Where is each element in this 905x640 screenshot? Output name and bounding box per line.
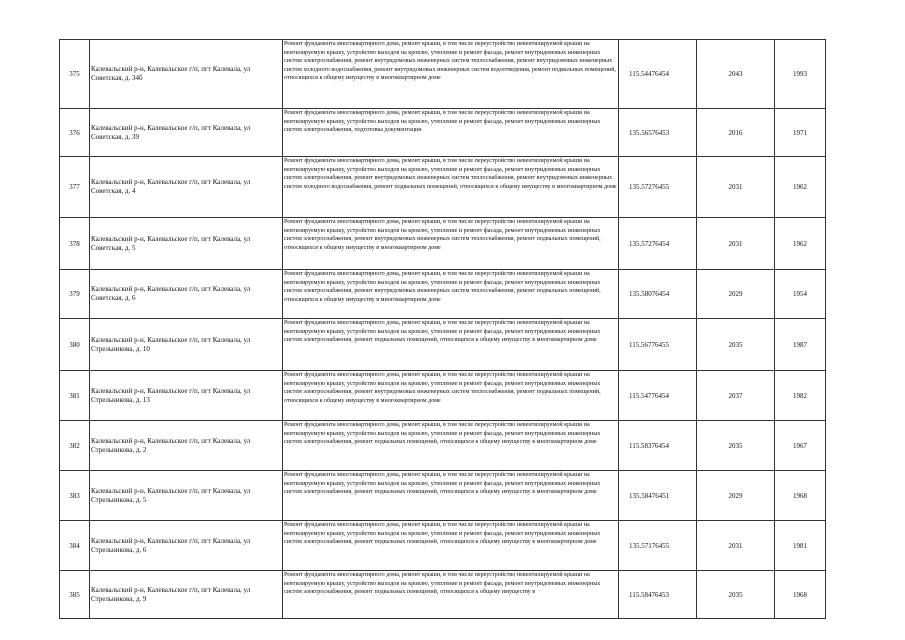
cost-cell: 135.58476451 xyxy=(619,471,697,521)
table-body xyxy=(60,40,826,619)
table-row xyxy=(60,571,826,619)
table-row xyxy=(60,319,826,371)
address-cell: Калевальский р-н, Калевальское г/п, пгт Калевала, ул Стрельникова, д. 13 xyxy=(90,371,283,421)
cost-cell: 135.56576453 xyxy=(619,109,697,157)
work-description-cell xyxy=(283,319,619,371)
planned-year-cell: 2035 xyxy=(697,319,775,371)
row-number-cell: 383 xyxy=(60,471,90,521)
work-description-cell xyxy=(283,218,619,270)
work-description-text: Ремонт фундамента многоквартирного дома, ремонт крыши, в том числе переустройство невентилируемой крыши на вентилируемую крышу, устройство выходов на кровлю, утепление и ремонт фасада, ремонт внутридомовых инженерных систем электроснабжения, ремонт подвальных помещений, относящихся к общему имуществу в многоквартирном доме xyxy=(284,422,601,445)
cost-cell: 115.56776455 xyxy=(619,319,697,371)
work-description-cell xyxy=(283,421,619,471)
cost-cell: 115.54776454 xyxy=(619,371,697,421)
document-page xyxy=(59,39,826,619)
work-description-text: Ремонт фундамента многоквартирного дома, ремонт крыши, в том числе переустройство невентилируемой крыши на вентилируемую крышу, устройство выходов на кровлю, утепление и ремонт фасада, ремонт внутридомовых инженерных систем электроснабжения, ремонт внутридомовых инженерных систем теплоснабжения, ремонт внутридомовых инженерных систем холодного водоснабжения, ремонт подвальных помещений, относящихся к общему имуществу в многоквартирном доме xyxy=(284,158,617,190)
work-description-cell xyxy=(283,40,619,109)
build-year-cell: 1962 xyxy=(775,157,826,218)
address-cell: Калевальский р-н, Калевальское г/п, пгт Калевала, ул Советская, д. 34б xyxy=(90,40,283,109)
table-row xyxy=(60,270,826,319)
address-cell: Калевальский р-н, Калевальское г/п, пгт Калевала, ул Советская, д. 39 xyxy=(90,109,283,157)
work-description-cell xyxy=(283,571,619,619)
cost-cell: 135.57276455 xyxy=(619,157,697,218)
cost-cell: 115.58376454 xyxy=(619,421,697,471)
row-number-cell: 378 xyxy=(60,218,90,270)
work-description-cell xyxy=(283,157,619,218)
row-number-cell: 375 xyxy=(60,40,90,109)
planned-year-cell: 2035 xyxy=(697,571,775,619)
address-cell: Калевальский р-н, Калевальское г/п, пгт Калевала, ул Стрельникова, д. 6 xyxy=(90,521,283,571)
address-cell: Калевальский р-н, Калевальское г/п, пгт Калевала, ул Стрельникова, д. 10 xyxy=(90,319,283,371)
row-number-cell: 379 xyxy=(60,270,90,319)
planned-year-cell: 2043 xyxy=(697,40,775,109)
table-row xyxy=(60,421,826,471)
planned-year-cell: 2037 xyxy=(697,371,775,421)
row-number-cell: 385 xyxy=(60,571,90,619)
cost-cell: 135.57176455 xyxy=(619,521,697,571)
work-description-text: Ремонт фундамента многоквартирного дома, ремонт крыши, в том числе переустройство невентилируемой крыши на вентилируемую крышу, устройство выходов на кровлю, утепление и ремонт фасада, ремонт внутридомовых инженерных систем электроснабжения, ремонт подвальных помещений, относящихся к общему имуществу в многоквартирном доме xyxy=(284,472,601,495)
build-year-cell: 1982 xyxy=(775,371,826,421)
build-year-cell: 1987 xyxy=(775,319,826,371)
table-row xyxy=(60,218,826,270)
table-row xyxy=(60,109,826,157)
address-cell: Калевальский р-н, Калевальское г/п, пгт Калевала, ул Стрельникова, д. 2 xyxy=(90,421,283,471)
table-row xyxy=(60,40,826,109)
work-description-text: Ремонт фундамента многоквартирного дома, ремонт крыши, в том числе переустройство невентилируемой крыши на вентилируемую крышу, устройство выходов на кровлю, утепление и ремонт фасада, ремонт внутридомовых инженерных систем электроснабжения, подготовка документации xyxy=(284,110,601,133)
capital-repair-table xyxy=(59,39,826,619)
planned-year-cell: 2016 xyxy=(697,109,775,157)
work-description-cell xyxy=(283,270,619,319)
build-year-cell: 1967 xyxy=(775,421,826,471)
planned-year-cell: 2035 xyxy=(697,421,775,471)
planned-year-cell: 2031 xyxy=(697,157,775,218)
address-cell: Калевальский р-н, Калевальское г/п, пгт Калевала, ул Советская, д. 5 xyxy=(90,218,283,270)
work-description-text: Ремонт фундамента многоквартирного дома, ремонт крыши, в том числе переустройство невентилируемой крыши на вентилируемую крышу, устройство выходов на кровлю, утепление и ремонт фасада, ремонт внутридомовых инженерных систем электроснабжения, ремонт подвальных помещений, относящихся к общему имуществу в xyxy=(284,572,601,595)
build-year-cell: 1962 xyxy=(775,218,826,270)
build-year-cell: 1968 xyxy=(775,471,826,521)
table-row xyxy=(60,371,826,421)
work-description-cell xyxy=(283,109,619,157)
table-row xyxy=(60,471,826,521)
work-description-cell xyxy=(283,471,619,521)
row-number-cell: 377 xyxy=(60,157,90,218)
cost-cell: 135.57276454 xyxy=(619,218,697,270)
cost-cell: 115.58476453 xyxy=(619,571,697,619)
work-description-cell xyxy=(283,521,619,571)
row-number-cell: 384 xyxy=(60,521,90,571)
table-row xyxy=(60,157,826,218)
work-description-cell xyxy=(283,371,619,421)
work-description-text: Ремонт фундамента многоквартирного дома, ремонт крыши, в том числе переустройство невентилируемой крыши на вентилируемую крышу, устройство выходов на кровлю, утепление и ремонт фасада, ремонт внутридомовых инженерных систем электроснабжения, ремонт внутридомовых инженерных систем теплоснабжения, ремонт подвальных помещений, относящихся к общему имуществу в многоквартирном доме xyxy=(284,372,601,404)
row-number-cell: 382 xyxy=(60,421,90,471)
build-year-cell: 1993 xyxy=(775,40,826,109)
work-description-text: Ремонт фундамента многоквартирного дома, ремонт крыши, в том числе переустройство невентилируемой крыши на вентилируемую крышу, устройство выходов на кровлю, утепление и ремонт фасада, ремонт внутридомовых инженерных систем электроснабжения, ремонт подвальных помещений, относящихся к общему имуществу в многоквартирном доме xyxy=(284,320,601,343)
planned-year-cell: 2031 xyxy=(697,218,775,270)
table-row xyxy=(60,521,826,571)
work-description-text: Ремонт фундамента многоквартирного дома, ремонт крыши, в том числе переустройство невентилируемой крыши на вентилируемую крышу, устройство выходов на кровлю, утепление и ремонт фасада, ремонт внутридомовых инженерных систем электроснабжения, ремонт внутридомовых инженерных систем теплоснабжения, ремонт подвальных помещений, относящихся к общему имуществу в многоквартирном доме xyxy=(284,219,601,251)
planned-year-cell: 2031 xyxy=(697,521,775,571)
build-year-cell: 1971 xyxy=(775,109,826,157)
address-cell: Калевальский р-н, Калевальское г/п, пгт Калевала, ул Стрельникова, д. 9 xyxy=(90,571,283,619)
address-cell: Калевальский р-н, Калевальское г/п, пгт Калевала, ул Советская, д. 4 xyxy=(90,157,283,218)
planned-year-cell: 2029 xyxy=(697,270,775,319)
planned-year-cell: 2029 xyxy=(697,471,775,521)
build-year-cell: 1954 xyxy=(775,270,826,319)
row-number-cell: 376 xyxy=(60,109,90,157)
row-number-cell: 380 xyxy=(60,319,90,371)
build-year-cell: 1981 xyxy=(775,521,826,571)
cost-cell: 115.54476454 xyxy=(619,40,697,109)
address-cell: Калевальский р-н, Калевальское г/п, пгт Калевала, ул Советская, д. 6 xyxy=(90,270,283,319)
build-year-cell: 1968 xyxy=(775,571,826,619)
cost-cell: 135.58076454 xyxy=(619,270,697,319)
row-number-cell: 381 xyxy=(60,371,90,421)
work-description-text: Ремонт фундамента многоквартирного дома, ремонт крыши, в том числе переустройство невентилируемой крыши на вентилируемую крышу, устройство выходов на кровлю, утепление и ремонт фасада, ремонт внутридомовых инженерных систем электроснабжения, ремонт внутридомовых инженерных систем теплоснабжения, ремонт подвальных помещений, относящихся к общему имуществу в многоквартирном доме xyxy=(284,271,601,303)
work-description-text: Ремонт фундамента многоквартирного дома, ремонт крыши, в том числе переустройство невентилируемой крыши на вентилируемую крышу, устройство выходов на кровлю, утепление и ремонт фасада, ремонт внутридомовых инженерных систем электроснабжения, ремонт подвальных помещений, относящихся к общему имуществу в многоквартирном доме xyxy=(284,522,601,545)
address-cell: Калевальский р-н, Калевальское г/п, пгт Калевала, ул Стрельникова, д. 5 xyxy=(90,471,283,521)
work-description-text: Ремонт фундамента многоквартирного дома, ремонт крыши, в том числе переустройство невентилируемой крыши на вентилируемую крышу, устройство выходов на кровлю, утепление и ремонт фасада, ремонт внутридомовых инженерных систем электроснабжения, ремонт внутридомовых инженерных систем теплоснабжения, ремонт внутридомовых инженерных систем холодного водоснабжения, ремонт внутридомовых инженерных систем водоотведения, ремонт подвальных помещений, относящихся к общему имуществу в многоквартирном доме xyxy=(284,41,617,81)
